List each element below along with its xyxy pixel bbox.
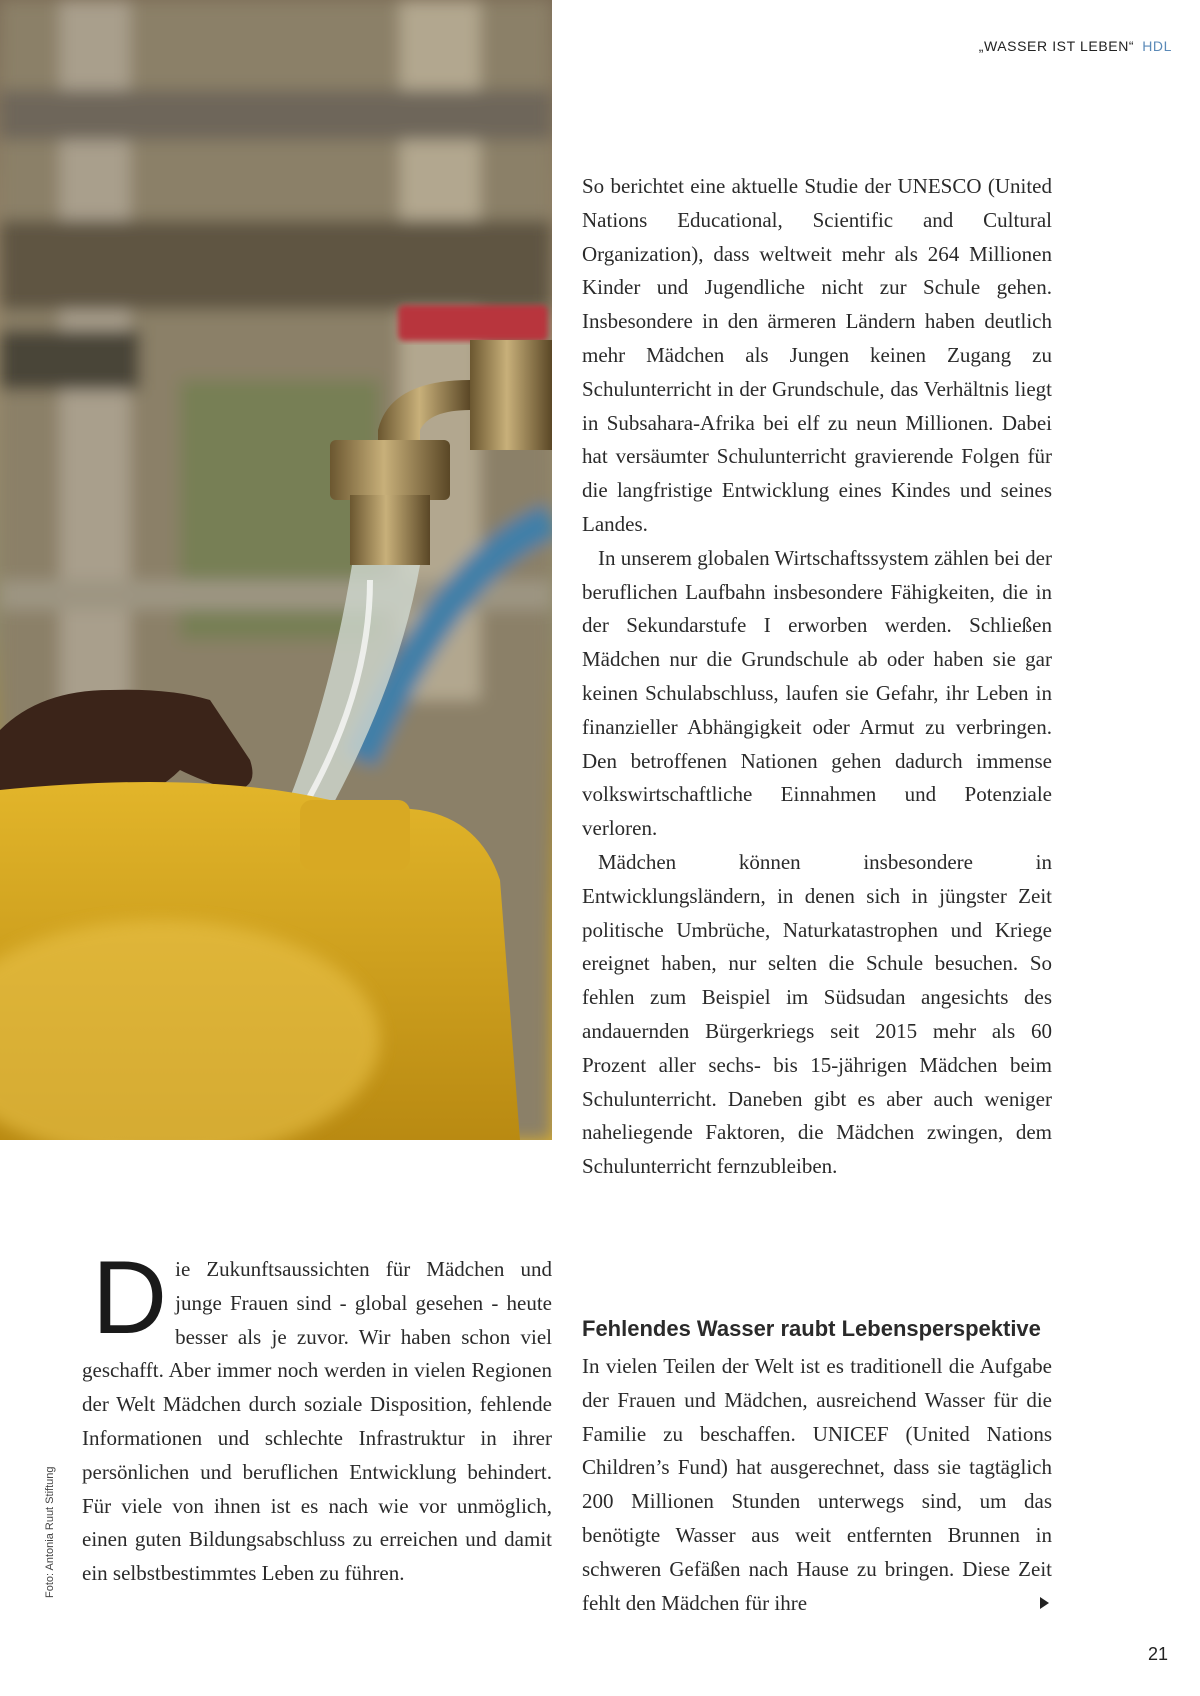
paragraph: So berichtet eine aktuelle Studie der UNESCO (United Nations Educational, Scientific and Cultural Organization), dass weltweit mehr als 264 Millionen Kinder und Jugendliche nicht zur Schule gehen. Insbesondere in den ärmeren Ländern haben deutlich mehr Mädchen als Jungen keinen Zugang zu Schulunterricht in der Grundschule, das Verhältnis liegt in Subsahara-Afrika bei elf zu neun Millionen. Dabei hat versäumter Schulunterricht gravierende Folgen für die langfristige Entwicklung eines Kindes und seines Landes.	[582, 174, 1052, 536]
running-head-title: „WASSER IST LEBEN“	[978, 38, 1135, 54]
running-head-section: HDL	[1142, 38, 1172, 54]
hero-photo	[0, 0, 552, 1140]
paragraph: In vielen Teilen der Welt ist es traditionell die Aufgabe der Frauen und Mädchen, ausreichend Wasser für die Familie zu beschaffen. UNICEF (United Nations Children’s Fund) hat ausgerechnet, dass sie tagtäglich 200 Millionen Stunden unterwegs sind, um das benötigte Wasser aus weit entfernten Brunnen in schweren Gefäßen nach Hause zu bringen. Diese Zeit fehlt den Mädchen für ihre	[582, 1354, 1052, 1615]
article-column-right	[582, 170, 1052, 1184]
photo-credit: Foto: Antonia Ruut Stiftung	[44, 1466, 56, 1598]
drop-cap: D	[92, 1240, 168, 1356]
running-head	[979, 38, 1172, 54]
paragraph: In unserem globalen Wirtschaftssystem zählen bei der beruflichen Laufbahn insbesondere Fähigkeiten, die in der Sekundarstufe I erworben werden. Schließen Mädchen nur die Grundschule ab oder haben sie gar keinen Schulabschluss, laufen sie Gefahr, ihr Leben in finanzieller Abhängigkeit oder Armut zu verbringen. Den betroffenen Nationen gehen dadurch immense volkswirtschaftliche Einnahmen und Potenziale verloren.	[582, 545, 1052, 841]
water-tap-photo-illustration	[0, 0, 552, 1140]
intro-text: ie Zukunftsaussichten für Mädchen und junge Frauen sind - global gesehen - heute besser als je zuvor. Wir haben schon viel geschafft. Aber immer noch werden in vielen Regionen der Welt Mädchen durch soziale Disposition, fehlende Informationen und schlechte Infrastruktur in ihrer persönlichen und beruflichen Entwicklung behindert. Für viele von ihnen ist es nach wie vor unmöglich, einen guten Bildungsabschluss zu erreichen und damit ein selbstbestimmtes Leben zu führen.	[82, 1257, 552, 1586]
paragraph: Mädchen können insbesondere in Entwicklungsländern, in denen sich in jüngster Zeit politische Umbrüche, Naturkatastrophen und Kriege ereignet haben, nur selten die Schule besuchen. So fehlen zum Beispiel im Südsudan angesichts des andauernden Bürgerkriegs seit 2015 mehr als 60 Prozent aller sechs- bis 15-jährigen Mädchen beim Schulunterricht. Daneben gibt es aber auch weniger naheliegende Faktoren, die Mädchen zwingen, dem Schulunterricht fernzubleiben.	[582, 849, 1052, 1179]
article-column-right-lower	[582, 1350, 1052, 1620]
section-heading: Fehlendes Wasser raubt Lebensperspektive	[582, 1316, 1041, 1341]
continue-arrow-icon	[1040, 1597, 1049, 1609]
article-intro	[82, 1240, 552, 1591]
page-number: 21	[1147, 1644, 1168, 1664]
